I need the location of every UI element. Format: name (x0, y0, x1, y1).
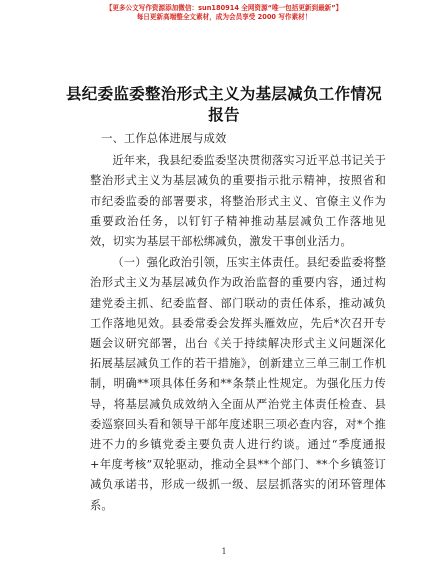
section-heading: 一、工作总体进展与成效 (101, 132, 227, 145)
banner-line-1: 【更多公文写作资源添加微信：sun180914 全网资源“唯一包括更新到最新”】 (105, 4, 343, 12)
title-line-1: 县纪委监委整治形式主义为基层减负工作情况 (65, 85, 382, 103)
document-title (40, 84, 408, 126)
page-number: 1 (221, 547, 227, 556)
banner-line-2: 每日更新高端整全文素材，成为会员享受 2000 写作素材！ (136, 13, 312, 21)
promo-banner (0, 4, 448, 22)
paragraph-intro: 近年来，我县纪委监委坚决贯彻落实习近平总书记关于整治形式主义为基层减负的重要指示批示精神，按照省和市纪委监委的部署要求，将整治形式主义、官僚主义作为重要政治任务，以钉钉子精神推动基层减负工作落地见效，切实为基层干部松绑减负，激发干事创业活力。 (90, 154, 386, 249)
paragraph-political-guidance: （一）强化政治引领，压实主体责任。县纪委监委将整治形式主义为基层减负作为政治监督的重要内容，通过构建党委主抓、纪委监督、部门联动的责任体系，推动减负工作落地见效。县委常委会发挥头雁效应，先后*次召开专题会议研究部署，出台《关于持续解决形式主义问题深化拓展基层减负工作的若干措施》，创新建立三单三制工作机制，明确**项具体任务和**条禁止性规定。为强化压力传导，将基层减负成效纳入全面从严治党主体责任检查、县委巡察回头看和领导干部年度述职三项必查内容，对*个推进不力的乡镇党委主要负责人进行约谈。通过“季度通报+年度考核”双轮驱动，推动全县**个部门、**个乡镇签订减负承诺书，形成一级抓一级、层层抓落实的闭环管理体系。 (90, 256, 386, 512)
title-line-2: 报告 (208, 106, 240, 124)
document-body (90, 129, 386, 517)
